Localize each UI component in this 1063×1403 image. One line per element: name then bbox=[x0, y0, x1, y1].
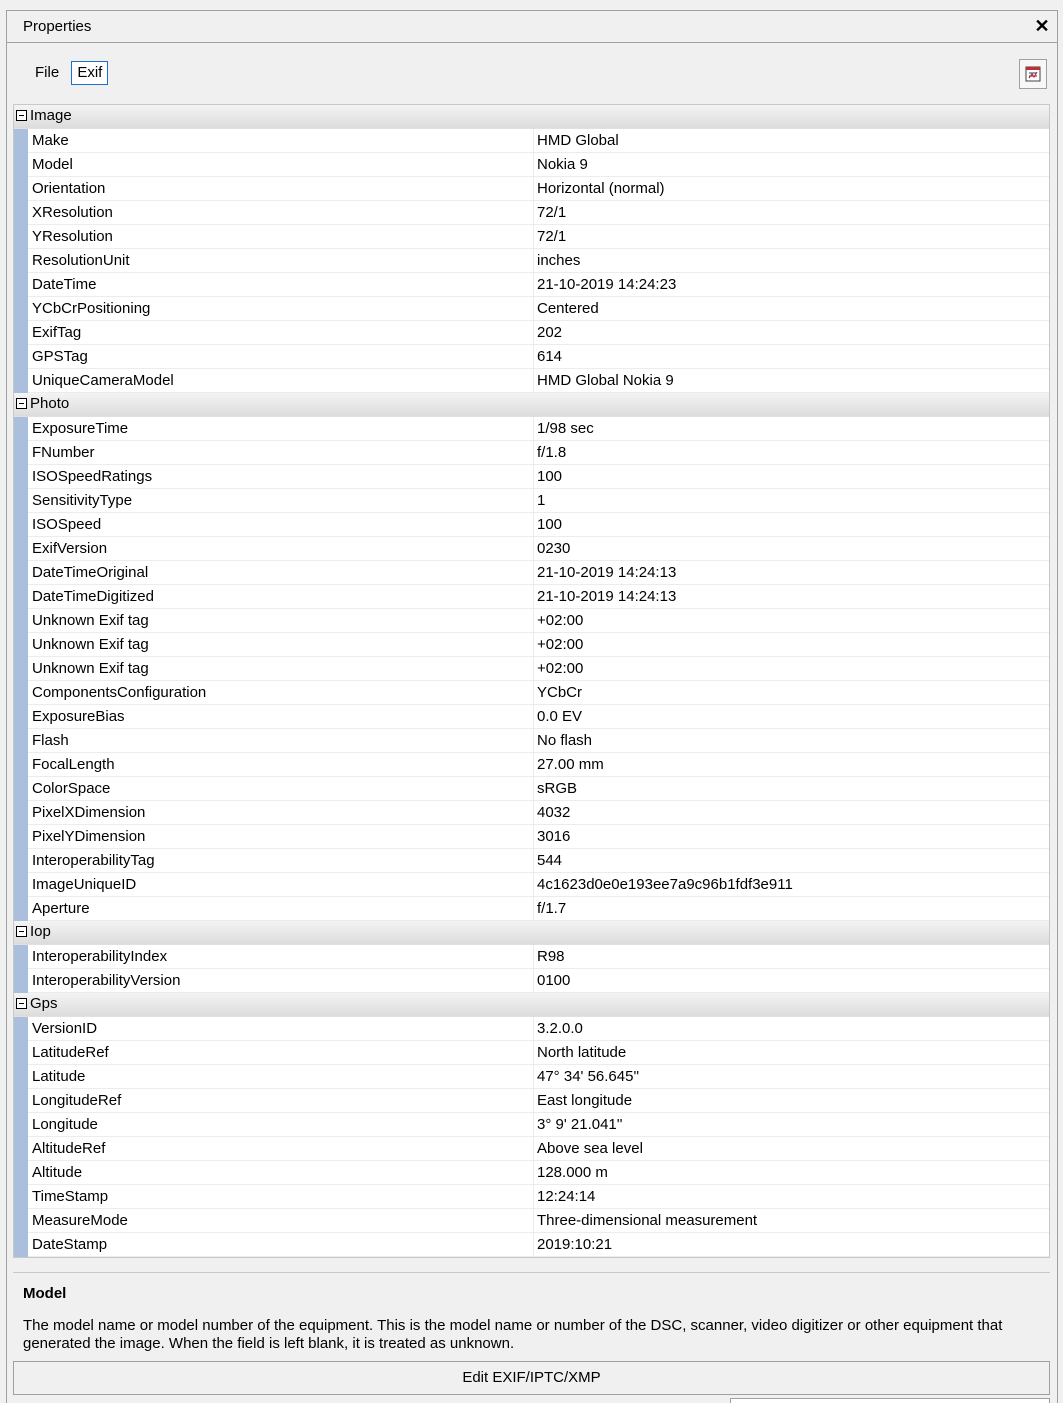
column-divider bbox=[533, 633, 534, 656]
category-image[interactable] bbox=[14, 105, 1049, 129]
column-divider bbox=[533, 249, 534, 272]
property-value[interactable]: 3.2.0.0 bbox=[537, 1020, 583, 1037]
tab-bar bbox=[29, 61, 110, 85]
property-row[interactable] bbox=[14, 1185, 1049, 1209]
property-row[interactable] bbox=[14, 441, 1049, 465]
row-gutter bbox=[14, 417, 28, 441]
property-row[interactable] bbox=[14, 777, 1049, 801]
property-name: SensitivityType bbox=[32, 492, 133, 509]
column-divider bbox=[533, 489, 534, 512]
edit-exif-button[interactable]: Edit EXIF/IPTC/XMP bbox=[13, 1361, 1050, 1395]
property-name: LatitudeRef bbox=[32, 1044, 109, 1061]
property-value[interactable]: inches bbox=[537, 252, 581, 269]
row-gutter bbox=[14, 1089, 28, 1113]
property-value[interactable]: 128.000 m bbox=[537, 1164, 608, 1181]
property-row[interactable] bbox=[14, 273, 1049, 297]
column-divider bbox=[533, 1089, 534, 1112]
column-divider bbox=[533, 969, 534, 992]
property-name: Unknown Exif tag bbox=[32, 636, 149, 653]
property-row[interactable] bbox=[14, 1113, 1049, 1137]
property-value[interactable]: 202 bbox=[537, 324, 563, 341]
column-divider bbox=[533, 897, 534, 920]
row-gutter bbox=[14, 1041, 28, 1065]
row-gutter bbox=[14, 729, 28, 753]
property-value[interactable]: 72/1 bbox=[537, 228, 567, 245]
property-value[interactable]: YCbCr bbox=[537, 684, 583, 701]
description-title: Model bbox=[23, 1285, 67, 1302]
description-pane bbox=[13, 1272, 1050, 1362]
property-value[interactable]: 0.0 EV bbox=[537, 708, 583, 725]
collapse-icon[interactable] bbox=[16, 998, 27, 1009]
row-gutter bbox=[14, 273, 28, 297]
row-gutter bbox=[14, 249, 28, 273]
property-row[interactable] bbox=[14, 513, 1049, 537]
property-name: UniqueCameraModel bbox=[32, 372, 174, 389]
panel-titlebar bbox=[7, 11, 1057, 43]
category-photo[interactable] bbox=[14, 393, 1049, 417]
property-row[interactable] bbox=[14, 489, 1049, 513]
property-row[interactable] bbox=[14, 969, 1049, 993]
row-gutter bbox=[14, 321, 28, 345]
column-divider bbox=[533, 945, 534, 968]
column-divider bbox=[533, 441, 534, 464]
column-divider bbox=[533, 273, 534, 296]
row-gutter bbox=[14, 465, 28, 489]
property-name: YCbCrPositioning bbox=[32, 300, 151, 317]
row-gutter bbox=[14, 609, 28, 633]
property-value[interactable]: +02:00 bbox=[537, 636, 584, 653]
property-name: ColorSpace bbox=[32, 780, 111, 797]
property-row[interactable] bbox=[14, 249, 1049, 273]
property-row[interactable] bbox=[14, 465, 1049, 489]
column-divider bbox=[533, 609, 534, 632]
property-row[interactable] bbox=[14, 1017, 1049, 1041]
column-divider bbox=[533, 1017, 534, 1040]
column-divider bbox=[533, 1233, 534, 1256]
property-value[interactable]: HMD Global Nokia 9 bbox=[537, 372, 674, 389]
property-name: ExifTag bbox=[32, 324, 82, 341]
property-name: ISOSpeedRatings bbox=[32, 468, 153, 485]
property-row[interactable] bbox=[14, 321, 1049, 345]
row-gutter bbox=[14, 537, 28, 561]
property-name: Make bbox=[32, 132, 69, 149]
property-name: DateTimeOriginal bbox=[32, 564, 149, 581]
property-value[interactable]: 72/1 bbox=[537, 204, 567, 221]
row-gutter bbox=[14, 705, 28, 729]
report-button[interactable] bbox=[1019, 59, 1047, 89]
tab-exif[interactable]: Exif bbox=[71, 61, 108, 85]
property-name: Aperture bbox=[32, 900, 90, 917]
column-divider bbox=[533, 417, 534, 440]
property-value[interactable]: No flash bbox=[537, 732, 593, 749]
column-divider bbox=[533, 585, 534, 608]
property-value[interactable]: 2019:10:21 bbox=[537, 1236, 613, 1253]
row-gutter bbox=[14, 1161, 28, 1185]
property-name: ISOSpeed bbox=[32, 516, 102, 533]
property-name: ExposureTime bbox=[32, 420, 129, 437]
property-row[interactable] bbox=[14, 297, 1049, 321]
property-value[interactable]: sRGB bbox=[537, 780, 578, 797]
row-gutter bbox=[14, 177, 28, 201]
property-value[interactable]: 12:24:14 bbox=[537, 1188, 596, 1205]
row-gutter bbox=[14, 369, 28, 393]
column-divider bbox=[533, 225, 534, 248]
row-gutter bbox=[14, 777, 28, 801]
property-name: XResolution bbox=[32, 204, 113, 221]
property-grid[interactable] bbox=[13, 104, 1050, 1258]
property-name: FocalLength bbox=[32, 756, 115, 773]
row-gutter bbox=[14, 1017, 28, 1041]
property-value[interactable]: 4032 bbox=[537, 804, 571, 821]
property-row[interactable] bbox=[14, 657, 1049, 681]
property-name: YResolution bbox=[32, 228, 113, 245]
property-row[interactable] bbox=[14, 1209, 1049, 1233]
tab-file[interactable]: File bbox=[35, 64, 60, 81]
property-row[interactable] bbox=[14, 1065, 1049, 1089]
column-divider bbox=[533, 297, 534, 320]
property-value[interactable]: 544 bbox=[537, 852, 563, 869]
row-gutter bbox=[14, 849, 28, 873]
row-gutter bbox=[14, 1065, 28, 1089]
property-name: InteroperabilityTag bbox=[32, 852, 155, 869]
row-gutter bbox=[14, 633, 28, 657]
column-divider bbox=[533, 1041, 534, 1064]
row-gutter bbox=[14, 657, 28, 681]
property-name: TimeStamp bbox=[32, 1188, 109, 1205]
property-row[interactable] bbox=[14, 825, 1049, 849]
property-name: ExifVersion bbox=[32, 540, 108, 557]
description-text: The model name or model number of the equipment. This is the model name or number of the DSC, scanner, video digitizer or other equipment that generated the image. When the field is left blank, it is treated as unknown. bbox=[23, 1317, 1003, 1352]
properties-panel bbox=[6, 10, 1058, 1403]
property-row[interactable] bbox=[14, 369, 1049, 393]
property-name: MeasureMode bbox=[32, 1212, 128, 1229]
property-name: Model bbox=[32, 156, 73, 173]
property-row[interactable] bbox=[14, 633, 1049, 657]
property-row[interactable] bbox=[14, 609, 1049, 633]
category-label: Iop bbox=[30, 923, 51, 940]
property-name: DateStamp bbox=[32, 1236, 108, 1253]
property-value[interactable]: f/1.7 bbox=[537, 900, 567, 917]
column-divider bbox=[533, 657, 534, 680]
property-value[interactable]: 21-10-2019 14:24:13 bbox=[537, 564, 677, 581]
property-name: ResolutionUnit bbox=[32, 252, 130, 269]
property-name: PixelXDimension bbox=[32, 804, 146, 821]
column-divider bbox=[533, 465, 534, 488]
property-row[interactable] bbox=[14, 201, 1049, 225]
row-gutter bbox=[14, 1185, 28, 1209]
column-divider bbox=[533, 321, 534, 344]
property-name: FNumber bbox=[32, 444, 95, 461]
row-gutter bbox=[14, 129, 28, 153]
row-gutter bbox=[14, 297, 28, 321]
property-name: DateTime bbox=[32, 276, 97, 293]
column-divider bbox=[533, 777, 534, 800]
property-value[interactable]: Nokia 9 bbox=[537, 156, 588, 173]
category-gps[interactable] bbox=[14, 993, 1049, 1017]
property-name: Altitude bbox=[32, 1164, 83, 1181]
column-divider bbox=[533, 681, 534, 704]
status-bar-segment bbox=[730, 1398, 1050, 1403]
property-row[interactable] bbox=[14, 945, 1049, 969]
property-row[interactable] bbox=[14, 681, 1049, 705]
column-divider bbox=[533, 1137, 534, 1160]
property-row[interactable] bbox=[14, 849, 1049, 873]
property-row[interactable] bbox=[14, 1161, 1049, 1185]
property-row[interactable] bbox=[14, 417, 1049, 441]
property-name: ExposureBias bbox=[32, 708, 125, 725]
property-name: GPSTag bbox=[32, 348, 88, 365]
row-gutter bbox=[14, 825, 28, 849]
property-row[interactable] bbox=[14, 1233, 1049, 1257]
row-gutter bbox=[14, 1113, 28, 1137]
property-value[interactable]: 1 bbox=[537, 492, 546, 509]
column-divider bbox=[533, 129, 534, 152]
collapse-icon[interactable] bbox=[16, 398, 27, 409]
property-name: Unknown Exif tag bbox=[32, 612, 149, 629]
row-gutter bbox=[14, 513, 28, 537]
property-value[interactable]: 4c1623d0e0e193ee7a9c96b1fdf3e911 bbox=[537, 876, 793, 893]
property-row[interactable] bbox=[14, 753, 1049, 777]
property-row[interactable] bbox=[14, 873, 1049, 897]
column-divider bbox=[533, 513, 534, 536]
row-gutter bbox=[14, 1209, 28, 1233]
property-value[interactable]: North latitude bbox=[537, 1044, 627, 1061]
property-value[interactable]: East longitude bbox=[537, 1092, 633, 1109]
row-gutter bbox=[14, 897, 28, 921]
row-gutter bbox=[14, 681, 28, 705]
row-gutter bbox=[14, 1137, 28, 1161]
property-row[interactable] bbox=[14, 177, 1049, 201]
property-value[interactable]: 21-10-2019 14:24:13 bbox=[537, 588, 677, 605]
property-row[interactable] bbox=[14, 1041, 1049, 1065]
column-divider bbox=[533, 177, 534, 200]
property-name: Orientation bbox=[32, 180, 106, 197]
property-value[interactable]: HMD Global bbox=[537, 132, 619, 149]
property-value[interactable]: R98 bbox=[537, 948, 565, 965]
row-gutter bbox=[14, 945, 28, 969]
property-value[interactable]: +02:00 bbox=[537, 660, 584, 677]
property-value[interactable]: Above sea level bbox=[537, 1140, 643, 1157]
property-name: ImageUniqueID bbox=[32, 876, 137, 893]
column-divider bbox=[533, 561, 534, 584]
row-gutter bbox=[14, 753, 28, 777]
column-divider bbox=[533, 153, 534, 176]
property-value[interactable]: 47° 34' 56.645'' bbox=[537, 1068, 640, 1085]
property-value[interactable]: Centered bbox=[537, 300, 599, 317]
property-row[interactable] bbox=[14, 225, 1049, 249]
category-label: Gps bbox=[30, 995, 58, 1012]
property-row[interactable] bbox=[14, 153, 1049, 177]
column-divider bbox=[533, 1113, 534, 1136]
column-divider bbox=[533, 729, 534, 752]
column-divider bbox=[533, 369, 534, 392]
column-divider bbox=[533, 873, 534, 896]
property-value[interactable]: +02:00 bbox=[537, 612, 584, 629]
category-label: Photo bbox=[30, 395, 70, 412]
property-value[interactable]: 1/98 sec bbox=[537, 420, 594, 437]
row-gutter bbox=[14, 153, 28, 177]
column-divider bbox=[533, 1209, 534, 1232]
property-name: DateTimeDigitized bbox=[32, 588, 154, 605]
property-value[interactable]: 27.00 mm bbox=[537, 756, 604, 773]
row-gutter bbox=[14, 801, 28, 825]
row-gutter bbox=[14, 585, 28, 609]
category-label: Image bbox=[30, 107, 72, 124]
column-divider bbox=[533, 1185, 534, 1208]
property-row[interactable] bbox=[14, 537, 1049, 561]
row-gutter bbox=[14, 1233, 28, 1257]
property-row[interactable] bbox=[14, 345, 1049, 369]
property-name: ComponentsConfiguration bbox=[32, 684, 207, 701]
row-gutter bbox=[14, 489, 28, 513]
collapse-icon[interactable] bbox=[16, 110, 27, 121]
property-value[interactable]: Three-dimensional measurement bbox=[537, 1212, 758, 1229]
property-row[interactable] bbox=[14, 585, 1049, 609]
column-divider bbox=[533, 1065, 534, 1088]
property-value[interactable]: 3016 bbox=[537, 828, 571, 845]
column-divider bbox=[533, 345, 534, 368]
column-divider bbox=[533, 753, 534, 776]
property-name: VersionID bbox=[32, 1020, 98, 1037]
row-gutter bbox=[14, 441, 28, 465]
property-name: PixelYDimension bbox=[32, 828, 146, 845]
property-row[interactable] bbox=[14, 561, 1049, 585]
row-gutter bbox=[14, 345, 28, 369]
property-row[interactable] bbox=[14, 1089, 1049, 1113]
column-divider bbox=[533, 825, 534, 848]
panel-title: Properties bbox=[23, 18, 92, 35]
property-name: InteroperabilityIndex bbox=[32, 948, 168, 965]
column-divider bbox=[533, 537, 534, 560]
row-gutter bbox=[14, 969, 28, 993]
property-row[interactable] bbox=[14, 897, 1049, 921]
property-name: Flash bbox=[32, 732, 69, 749]
property-name: LongitudeRef bbox=[32, 1092, 122, 1109]
property-name: Longitude bbox=[32, 1116, 98, 1133]
property-value[interactable]: 100 bbox=[537, 468, 563, 485]
property-name: Latitude bbox=[32, 1068, 86, 1085]
property-name: Unknown Exif tag bbox=[32, 660, 149, 677]
report-icon bbox=[1025, 66, 1041, 82]
property-value[interactable]: 0100 bbox=[537, 972, 571, 989]
row-gutter bbox=[14, 225, 28, 249]
collapse-icon[interactable] bbox=[16, 926, 27, 937]
column-divider bbox=[533, 849, 534, 872]
row-gutter bbox=[14, 873, 28, 897]
column-divider bbox=[533, 201, 534, 224]
property-value[interactable]: 3° 9' 21.041'' bbox=[537, 1116, 623, 1133]
property-value[interactable]: 21-10-2019 14:24:23 bbox=[537, 276, 677, 293]
category-iop[interactable] bbox=[14, 921, 1049, 945]
column-divider bbox=[533, 801, 534, 824]
property-row[interactable] bbox=[14, 1137, 1049, 1161]
property-row[interactable] bbox=[14, 705, 1049, 729]
property-value[interactable]: 614 bbox=[537, 348, 563, 365]
property-value[interactable]: 0230 bbox=[537, 540, 571, 557]
close-icon[interactable]: ✕ bbox=[1034, 16, 1050, 36]
row-gutter bbox=[14, 561, 28, 585]
property-name: InteroperabilityVersion bbox=[32, 972, 181, 989]
property-row[interactable] bbox=[14, 729, 1049, 753]
property-row[interactable] bbox=[14, 801, 1049, 825]
property-value[interactable]: f/1.8 bbox=[537, 444, 567, 461]
column-divider bbox=[533, 1161, 534, 1184]
property-name: AltitudeRef bbox=[32, 1140, 106, 1157]
column-divider bbox=[533, 705, 534, 728]
property-value[interactable]: 100 bbox=[537, 516, 563, 533]
row-gutter bbox=[14, 201, 28, 225]
property-row[interactable] bbox=[14, 129, 1049, 153]
property-value[interactable]: Horizontal (normal) bbox=[537, 180, 665, 197]
